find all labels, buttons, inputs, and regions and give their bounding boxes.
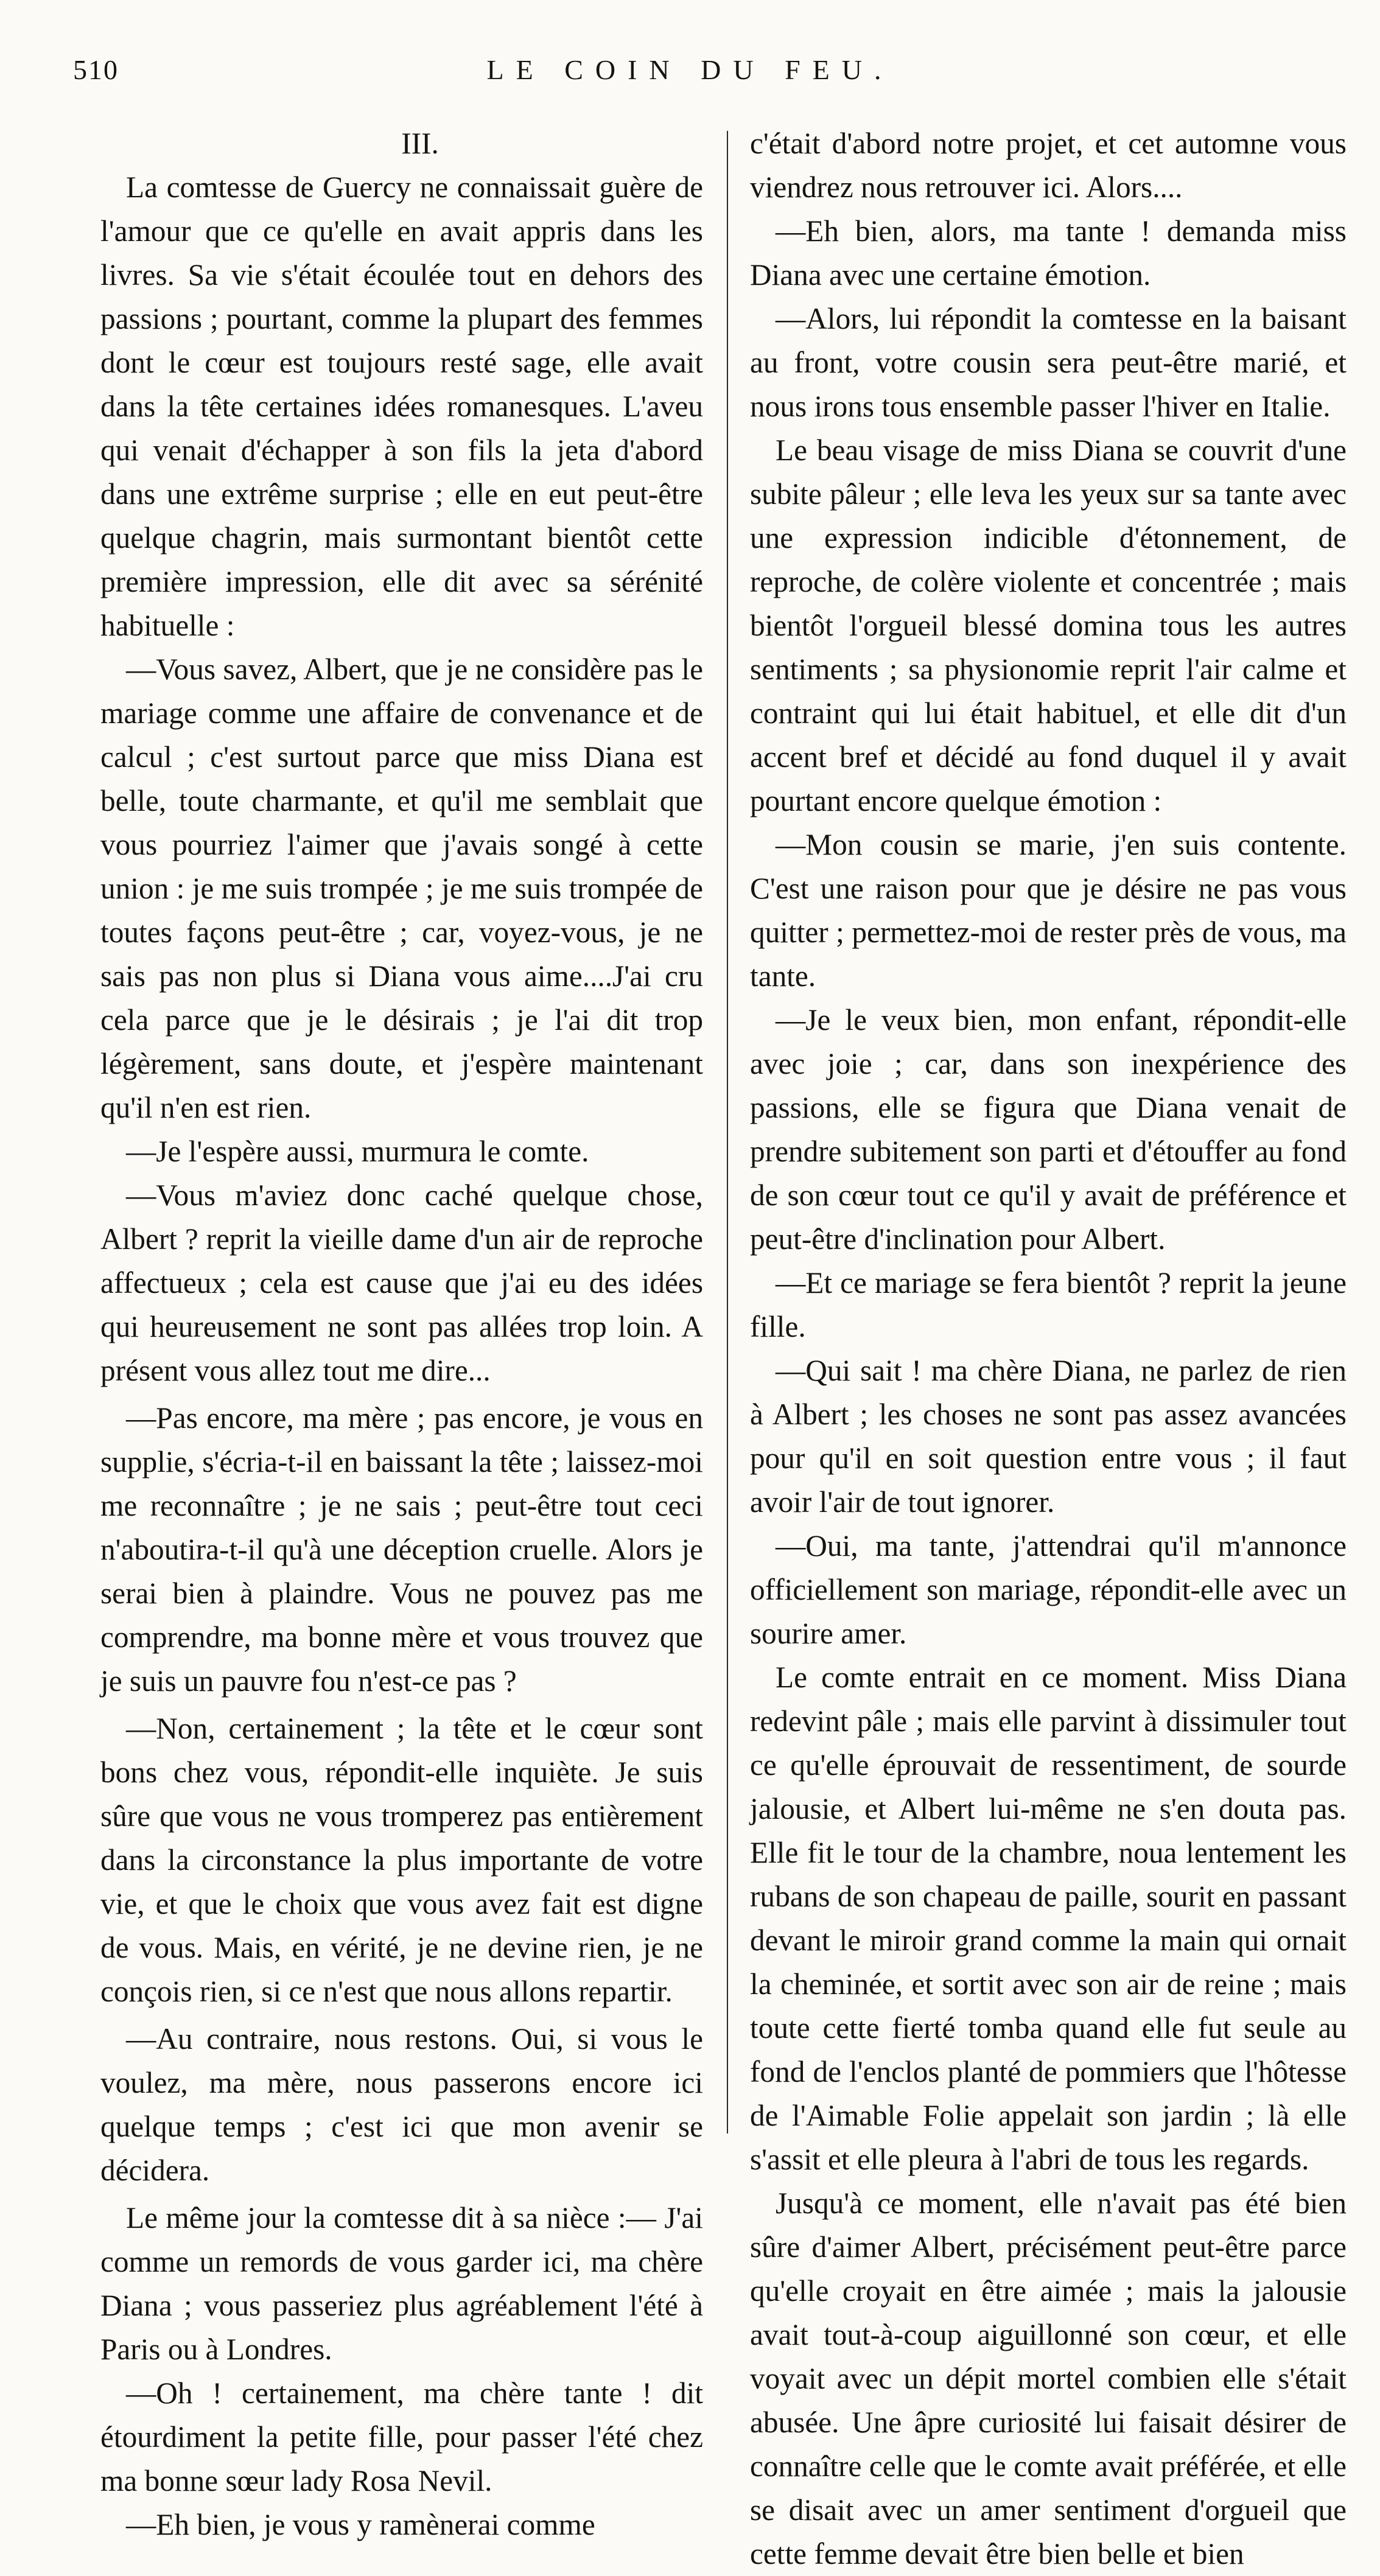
paragraph: —Pas encore, ma mère ; pas encore, je vous en supplie, s'écria-t-il en baissant la tête ; laissez-moi me reconnaître ; je ne sais ; peut-être tout ceci n'aboutira-t-il qu'à une déception cruelle. Alors je serai bien à plaindre. Vous ne pouvez pas me comprendre, ma bonne mère et vous trouvez que je suis un pauvre fou n'est-ce pas ?	[100, 1401, 703, 1698]
paragraph: —Non, certainement ; la tête et le cœur sont bons chez vous, répondit-elle inquiète. Je suis sûre que vous ne vous tromperez pas entièrement dans la circonstance la plus importante de votre vie, et que le choix que vous avez fait est digne de vous. Mais, en vérité, je ne devine rien, je ne conçois rien, si ce n'est que nous allons repartir.	[100, 1712, 703, 2008]
paragraph: —Eh bien, je vous y ramènerai comme	[126, 2508, 595, 2541]
section-heading: III.	[401, 127, 439, 160]
page-number: 510	[73, 54, 119, 85]
paragraph: —Oui, ma tante, j'attendrai qu'il m'annonce officiellement son mariage, répondit-elle avec un sourire amer.	[750, 1529, 1347, 1650]
running-head: LE COIN DU FEU.	[486, 54, 894, 85]
paragraph: c'était d'abord notre projet, et cet automne vous viendrez nous retrouver ici. Alors....	[750, 127, 1347, 204]
paragraph: Le même jour la comtesse dit à sa nièce :— J'ai comme un remords de vous garder ici, ma chère Diana ; vous passeriez plus agréablement l'été à Paris ou à Londres.	[100, 2201, 703, 2366]
paragraph: Le comte entrait en ce moment. Miss Diana redevint pâle ; mais elle parvint à dissimuler tout ce qu'elle éprouvait de ressentiment, de sourde jalousie, et Albert lui-même ne s'en douta pas. Elle fit le tour de la chambre, noua lentement les rubans de son chapeau de paille, sourit en passant devant le miroir grand comme la main qui ornait la cheminée, et sortit avec son air de reine ; mais toute cette fierté tomba quand elle fut seule au fond de l'enclos planté de pommiers que l'hôtesse de l'Aimable Folie appelait son jardin ; là elle s'assit et elle pleura à l'abri de tous les regards.	[750, 1661, 1347, 2176]
paragraph: —Mon cousin se marie, j'en suis contente. C'est une raison pour que je désire ne pas vous quitter ; permettez-moi de rester près de vous, ma tante.	[750, 828, 1347, 993]
paragraph: —Je le veux bien, mon enfant, répondit-elle avec joie ; car, dans son inexpérience des passions, elle se figura que Diana venait de prendre subitement son parti et d'étouffer au fond de son cœur tout ce qu'il y avait de préférence et peut-être d'inclination pour Albert.	[750, 1003, 1347, 1256]
paragraph: —Vous m'aviez donc caché quelque chose, Albert ? reprit la vieille dame d'un air de reproche affectueux ; cela est cause que j'ai eu des idées qui heureusement ne sont pas allées trop loin. A présent vous allez tout me dire...	[100, 1178, 703, 1387]
paragraph: —Au contraire, nous restons. Oui, si vous le voulez, ma mère, nous passerons encore ici quelque temps ; c'est ici que mon avenir se décidera.	[100, 2022, 703, 2187]
paragraph: La comtesse de Guercy ne connaissait guère de l'amour que ce qu'elle en avait appris dans les livres. Sa vie s'était écoulée tout en dehors des passions ; pourtant, comme la plupart des femmes dont le cœur est toujours resté sage, elle avait dans la tête certaines idées romanesques. L'aveu qui venait d'échapper à son fils la jeta d'abord dans une extrême surprise ; elle en eut peut-être quelque chagrin, mais surmontant bientôt cette première impression, elle dit avec sa sérénité habituelle :	[100, 170, 703, 642]
paragraph: —Alors, lui répondit la comtesse en la baisant au front, votre cousin sera peut-être marié, et nous irons tous ensemble passer l'hiver en Italie.	[750, 302, 1347, 423]
paragraph: Jusqu'à ce moment, elle n'avait pas été bien sûre d'aimer Albert, précisément peut-être parce qu'elle croyait en être aimée ; mais la jalousie avait tout-à-coup aiguillonné son cœur, et elle voyait avec un dépit mortel combien elle s'était abusée. Une âpre curiosité lui faisait désirer de connaître celle que le comte avait préférée, et elle se disait avec un amer sentiment d'orgueil que cette femme devait être bien belle et bien	[750, 2186, 1347, 2571]
page-header	[0, 54, 1380, 102]
paragraph: —Oh ! certainement, ma chère tante ! dit étourdiment la petite fille, pour passer l'été chez ma bonne sœur lady Rosa Nevil.	[100, 2376, 703, 2497]
left-column	[100, 122, 703, 2547]
right-column	[750, 122, 1347, 2576]
paragraph: —Eh bien, alors, ma tante ! demanda miss Diana avec une certaine émotion.	[750, 214, 1347, 292]
paragraph: Le beau visage de miss Diana se couvrit d'une subite pâleur ; elle leva les yeux sur sa tante avec une expression indicible d'étonnement, de reproche, de colère violente et concentrée ; mais bientôt l'orgueil blessé domina tous les autres sentiments ; sa physionomie reprit l'air calme et contraint qui lui était habituel, et elle dit d'un accent bref et décidé au fond duquel il y avait pourtant encore quelque émotion :	[750, 433, 1347, 817]
column-divider	[727, 131, 728, 2133]
paragraph: —Vous savez, Albert, que je ne considère pas le mariage comme une affaire de convenance et de calcul ; c'est surtout parce que miss Diana est belle, toute charmante, et qu'il me semblait que vous pourriez l'aimer que j'avais songé à cette union : je me suis trompée ; je me suis trompée de toutes façons peut-être ; car, voyez-vous, je ne sais pas non plus si Diana vous aime....J'ai cru cela parce que je le désirais ; je l'ai dit trop légèrement, sans doute, et j'espère maintenant qu'il n'en est rien.	[100, 653, 703, 1124]
paragraph: —Et ce mariage se fera bientôt ? reprit la jeune fille.	[750, 1266, 1347, 1343]
paragraph: —Qui sait ! ma chère Diana, ne parlez de rien à Albert ; les choses ne sont pas assez avancées pour qu'il en soit question entre vous ; il faut avoir l'air de tout ignorer.	[750, 1354, 1347, 1519]
paragraph: —Je l'espère aussi, murmura le comte.	[126, 1135, 589, 1168]
